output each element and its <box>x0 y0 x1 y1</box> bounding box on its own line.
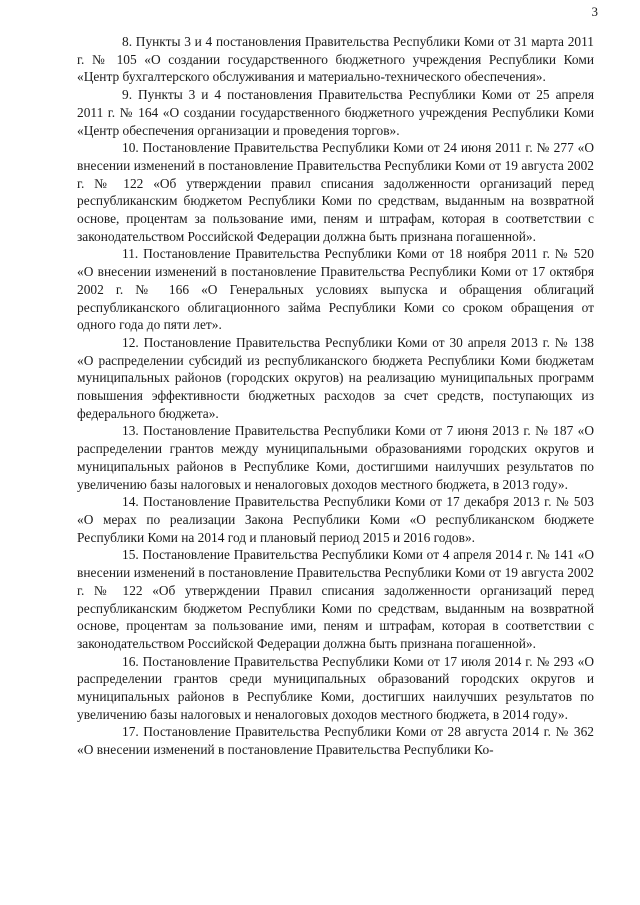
list-item: 10. Постановление Правительства Республики Коми от 24 июня 2011 г. № 277 «О внесении изменений в постановление Правительства Республики Коми от 19 августа 2002 г. № 122 «Об утверждении правил списания задолженности организаций перед республиканским бюджетом Республики Коми по средствам, выданным на возвратной основе, процентам за пользование ими, пеням и штрафам, которая в соответствии с законодательством Российской Федерации должна быть признана погашенной». <box>77 140 594 244</box>
list-item: 15. Постановление Правительства Республики Коми от 4 апреля 2014 г. № 141 «О внесении изменений в постановление Правительства Республики Коми от 19 августа 2002 г. № 122 «Об утверждении Правил списания задолженности организаций перед республиканским бюджетом Республики Коми по средствам, выданным на возвратной основе, процентам за пользование ими, пеням и штрафам, которая в соответствии с законодательством Российской Федерации должна быть признана погашенной». <box>77 547 594 651</box>
list-item: 14. Постановление Правительства Республики Коми от 17 декабря 2013 г. № 503 «О мерах по реализации Закона Республики Коми «О республиканском бюджете Республики Коми на 2014 год и плановый период 2015 и 2016 годов». <box>77 494 594 545</box>
page-number: 3 <box>591 4 598 19</box>
list-item: 13. Постановление Правительства Республики Коми от 7 июня 2013 г. № 187 «О распределении грантов между муниципальными образованиями городских округов и муниципальных районов в Республике Коми, достигшими наилучших результатов по увеличению базы налоговых и неналоговых доходов местного бюджета, в 2013 году». <box>77 423 594 492</box>
list-item: 9. Пункты 3 и 4 постановления Правительства Республики Коми от 25 апреля 2011 г. № 164 «О создании государственного бюджетного учреждения Республики Коми «Центр обеспечения организации и проведения торгов». <box>77 87 594 138</box>
list-item: 16. Постановление Правительства Республики Коми от 17 июля 2014 г. № 293 «О распределении грантов среди муниципальных образований городских округов и муниципальных районов в Республике Коми, достигших наилучших результатов по увеличению базы налоговых и неналоговых доходов местного бюджета, в 2014 году». <box>77 653 594 722</box>
list-item: 17. Постановление Правительства Республики Коми от 28 августа 2014 г. № 362 «О внесении изменений в постановление Правительства Республики Ко- <box>77 724 594 758</box>
list-item: 8. Пункты 3 и 4 постановления Правительства Республики Коми от 31 марта 2011 г. № 105 «О создании государственного бюджетного учреждения Республики Коми «Центр бухгалтерского обслуживания и материально-технического обеспечения». <box>77 34 594 85</box>
list-item: 12. Постановление Правительства Республики Коми от 30 апреля 2013 г. № 138 «О распределении субсидий из республиканского бюджета Республики Коми бюджетам муниципальных районов (городских округов) на реализацию муниципальных программ повышения эффективности бюджетных расходов за счет средств, поступающих из федерального бюджета». <box>77 334 594 421</box>
list-item: 11. Постановление Правительства Республики Коми от 18 ноября 2011 г. № 520 «О внесении изменений в постановление Правительства Республики Коми от 17 октября 2002 г. № 166 «О Генеральных условиях выпуска и обращения облигаций республиканского облигационного займа Республики Коми со сроком обращения от одного года до пяти лет». <box>77 246 594 333</box>
document-body <box>77 33 594 759</box>
